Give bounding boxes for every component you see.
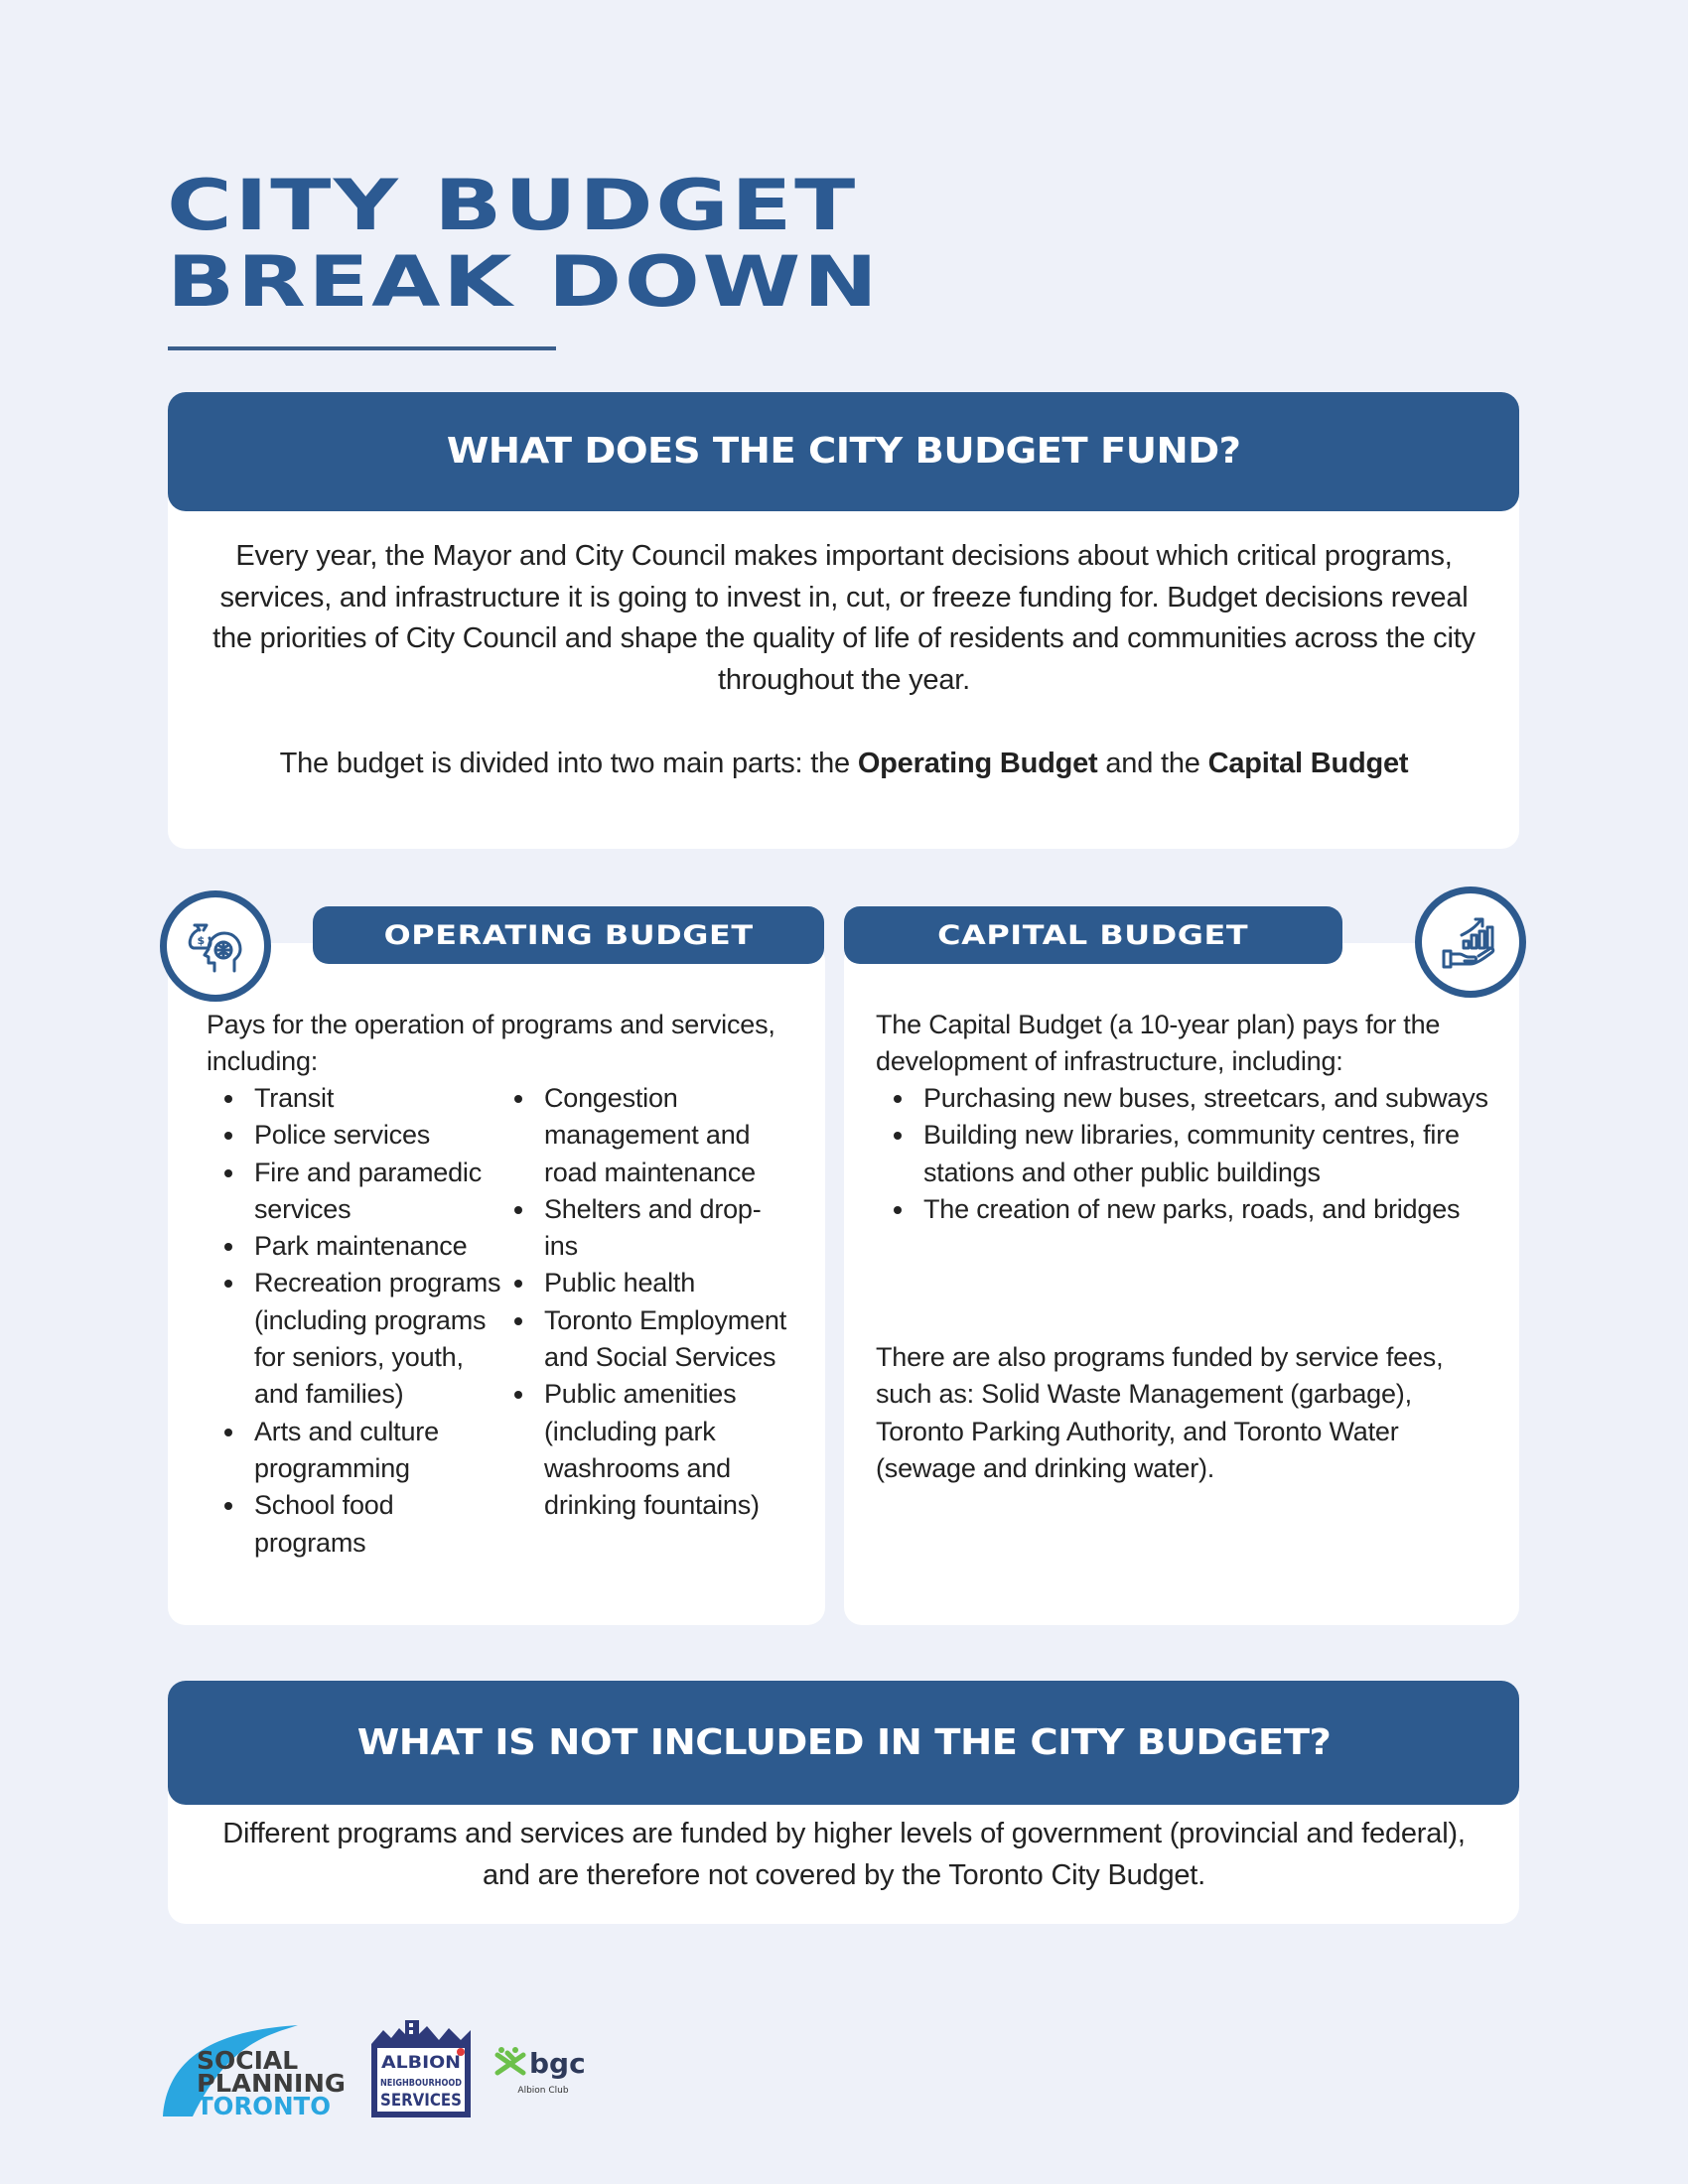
fund-section-header [168, 392, 1519, 511]
title-divider [168, 346, 556, 350]
parts-operating: Operating Budget [857, 748, 1098, 779]
spt-line2: PLANNING [197, 2069, 346, 2098]
operating-budget-icon-badge [160, 890, 271, 1002]
list-item: Police services [207, 1117, 504, 1154]
albion-line3: SERVICES [380, 2091, 462, 2111]
capital-budget-fees-note: There are also programs funded by service fees, such as: Solid Waste Management (garbage), Toronto Parking Authority, and Toronto Water (sewage and drinking water). [876, 1342, 1444, 1483]
list-item: Fire and paramedic services [207, 1155, 504, 1229]
svg-text:$: $ [197, 934, 206, 947]
list-item: Shelters and drop-ins [496, 1191, 794, 1266]
money-bag-head-globe-icon [185, 915, 246, 977]
parts-capital: Capital Budget [1207, 748, 1409, 779]
fund-section-body [199, 536, 1489, 785]
albion-line2: NEIGHBOURHOOD [380, 2078, 462, 2089]
list-item: Park maintenance [207, 1228, 504, 1265]
list-item: Building new libraries, community centres, fire stations and other public buildings [876, 1117, 1491, 1191]
fund-paragraph: Every year, the Mayor and City Council makes important decisions about which critical programs, services, and infrastructure it is going to invest in, cut, or freeze funding for. Budget decisions reveal the priorities of City Council and shape the quality of life of residents and communities across the city throughout the year. [212, 540, 1476, 696]
albion-neighbourhood-services-logo [369, 2018, 473, 2117]
list-item: Transit [207, 1080, 504, 1117]
albion-line1: ALBION [381, 2053, 461, 2073]
bgc-albion-club-logo [493, 2045, 588, 2100]
list-item: Recreation programs (including programs for seniors, youth, and families) [207, 1265, 504, 1413]
list-item: School food programs [207, 1487, 504, 1562]
list-item: Arts and culture programming [207, 1414, 504, 1488]
operating-budget-list-col1 [207, 1080, 504, 1562]
list-item: Purchasing new buses, streetcars, and subways [876, 1080, 1491, 1117]
spt-line3: TORONTO [197, 2092, 331, 2119]
budget-parts-sentence [199, 744, 1489, 785]
social-planning-toronto-logo [159, 2015, 352, 2119]
parts-middle: and the [1097, 748, 1208, 779]
capital-budget-heading-pill [844, 906, 1342, 964]
parts-prefix: The budget is divided into two main parts: the [279, 748, 858, 779]
hand-growth-chart-icon [1440, 911, 1501, 973]
not-included-heading: WHAT IS NOT INCLUDED IN THE CITY BUDGET? [356, 1721, 1331, 1763]
capital-budget-heading: CAPITAL BUDGET [937, 919, 1249, 951]
list-item: The creation of new parks, roads, and bridges [876, 1191, 1491, 1228]
capital-budget-intro: The Capital Budget (a 10-year plan) pays for the development of infrastructure, including: [876, 1010, 1441, 1077]
operating-budget-heading: OPERATING BUDGET [383, 919, 754, 951]
operating-budget-list-col2 [496, 1080, 794, 1525]
not-included-header [168, 1681, 1519, 1805]
list-item: Public amenities (including park washrooms and drinking fountains) [496, 1376, 794, 1524]
fund-section-heading: WHAT DOES THE CITY BUDGET FUND? [446, 431, 1241, 472]
page-title-line-2: BREAK DOWN [167, 241, 881, 323]
list-item: Congestion management and road maintenance [496, 1080, 794, 1191]
capital-budget-icon-badge [1415, 887, 1526, 998]
list-item: Toronto Employment and Social Services [496, 1302, 794, 1377]
spt-line1: SOCIAL [197, 2046, 299, 2075]
bgc-subtitle: Albion Club [517, 2086, 569, 2096]
operating-budget-intro: Pays for the operation of programs and services, including: [207, 1010, 775, 1077]
bgc-wordmark: bgc [529, 2047, 586, 2080]
list-item: Public health [496, 1265, 794, 1301]
not-included-paragraph: Different programs and services are funded by higher levels of government (provincial and federal), and are therefore not covered by the Toronto City Budget. [222, 1818, 1466, 1891]
operating-budget-heading-pill [313, 906, 824, 964]
capital-budget-list [876, 1080, 1491, 1228]
page-title-line-1: CITY BUDGET [167, 165, 858, 246]
